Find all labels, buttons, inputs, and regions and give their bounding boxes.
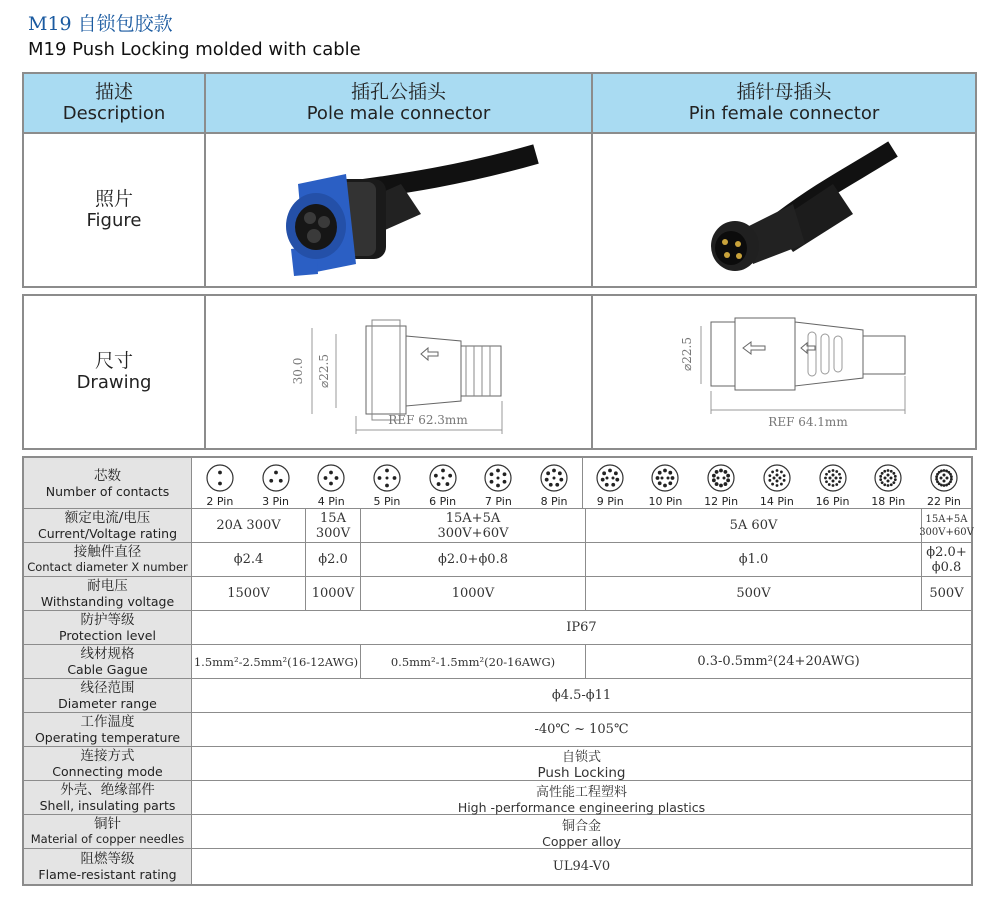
row-rating: 额定电流/电压 Current/Voltage rating 20A 300V 15A 300V 15A+5A 300V+60V 5A 60V 15A+5A 300V+60V	[24, 509, 971, 543]
row-temperature: 工作温度 Operating temperature -40℃ ~ 105℃	[24, 713, 971, 747]
pin-cell-8	[582, 458, 638, 508]
pin-count-label: 14 Pin	[759, 495, 794, 508]
figure-label: 照片 Figure	[86, 188, 142, 231]
pin-cell-7	[526, 458, 582, 508]
pin-diagram-icon	[372, 463, 402, 493]
header-description: 描述 Description	[24, 74, 204, 132]
female-drawing	[593, 296, 975, 448]
pin-count-label: 3 Pin	[262, 495, 289, 508]
drawing-table	[22, 294, 977, 450]
row-contacts: 芯数 Number of contacts 2 Pin 3 Pin 4 Pin 5 Pin 6 Pin 7 Pin 8 Pin 9 Pin 10 Pin 12 Pin 14 Pin 16 Pin 18 Pin 22 Pin	[24, 458, 971, 509]
male-dim-30: 30.0	[291, 357, 305, 385]
pin-diagram-icon	[316, 463, 346, 493]
rating-2-3pin: 20A 300V	[216, 518, 281, 533]
pin-cell-13	[860, 458, 916, 508]
rating-9-18pin: 5A 60V	[585, 509, 921, 542]
pin-count-label: 16 Pin	[815, 495, 850, 508]
pin-count-label: 9 Pin	[596, 495, 624, 508]
pin-count-label: 4 Pin	[317, 495, 345, 508]
female-connector-photo	[593, 134, 975, 286]
male-drawing	[206, 296, 591, 448]
pin-count-label: 2 Pin	[206, 495, 234, 508]
pin-diagram-icon	[929, 463, 959, 493]
pin-cell-10	[693, 458, 749, 508]
pin-diagram-icon	[261, 463, 291, 493]
row-connecting-mode: 连接方式 Connecting mode 自锁式 Push Locking	[24, 747, 971, 781]
female-ref: REF 64.1mm	[768, 415, 848, 429]
pin-cell-11	[749, 458, 805, 508]
pin-diagram-icon	[706, 463, 736, 493]
pin-diagram-icon	[539, 463, 569, 493]
male-ref: REF 62.3mm	[388, 413, 468, 427]
row-cable-gauge: 线材规格 Cable Gague 1.5mm²-2.5mm²(16-12AWG) 0.5mm²-1.5mm²(20-16AWG) 0.3-0.5mm²(24+20AWG)	[24, 645, 971, 679]
pin-diagram-icon	[428, 463, 458, 493]
row-withstanding-voltage: 耐电压 Withstanding voltage 1500V 1000V 1000V 500V 500V	[24, 577, 971, 611]
male-dim-22: ⌀22.5	[317, 354, 331, 388]
pin-cell-4	[359, 458, 415, 508]
pin-count-label: 22 Pin	[926, 495, 961, 508]
header-male: 插孔公插头 Pole male connector	[206, 74, 591, 132]
row-needles: 铜针 Material of copper needles 铜合金 Copper alloy	[24, 815, 971, 849]
pin-cell-6	[471, 458, 527, 508]
pin-diagram-icon	[762, 463, 792, 493]
pin-diagram-icon	[205, 463, 235, 493]
pin-diagram-icon	[818, 463, 848, 493]
pin-count-label: 5 Pin	[373, 495, 401, 508]
pin-cell-9	[638, 458, 694, 508]
pin-cell-1	[192, 458, 248, 508]
pin-count-label: 7 Pin	[484, 495, 512, 508]
pin-count-label: 6 Pin	[429, 495, 457, 508]
page-title-cn: M19 自锁包胶款	[28, 13, 173, 35]
pin-cell-2	[248, 458, 304, 508]
spec-table	[22, 456, 973, 886]
drawing-label: 尺寸 Drawing	[76, 350, 152, 393]
rating-22pin: 15A+5A 300V+60V	[921, 509, 971, 542]
pin-diagram-icon	[595, 463, 625, 493]
pin-cell-12	[805, 458, 861, 508]
pin-cell-3	[303, 458, 359, 508]
male-connector-photo	[206, 134, 591, 286]
pin-count-label: 10 Pin	[648, 495, 683, 508]
rating-5-8pin: 15A+5A 300V+60V	[360, 509, 585, 542]
row-diameter-range: 线径范围 Diameter range ϕ4.5-ϕ11	[24, 679, 971, 713]
row-protection: 防护等级 Protection level IP67	[24, 611, 971, 645]
row-shell: 外壳、绝缘部件 Shell, insulating parts 高性能工程塑料 High -performance engineering plastics	[24, 781, 971, 815]
female-dim-22: ⌀22.5	[680, 337, 694, 371]
row-contact-diameter: 接触件直径 Contact diameter X number ϕ2.4 ϕ2.0 ϕ2.0+ϕ0.8 ϕ1.0 ϕ2.0+ ϕ0.8	[24, 543, 971, 577]
pin-diagram-icon	[650, 463, 680, 493]
figure-table	[22, 72, 977, 288]
pin-count-label: 18 Pin	[871, 495, 906, 508]
pin-count-label: 12 Pin	[704, 495, 739, 508]
pin-diagram-icon	[483, 463, 513, 493]
pin-diagram-icon	[873, 463, 903, 493]
pin-cell-14	[916, 458, 972, 508]
pin-cell-5	[415, 458, 471, 508]
rating-4pin: 15A 300V	[305, 509, 360, 542]
pin-count-label: 8 Pin	[540, 495, 568, 508]
page-title-en: M19 Push Locking molded with cable	[28, 39, 361, 60]
row-flame: 阻燃等级 Flame-resistant rating UL94-V0	[24, 849, 971, 884]
header-female: 插针母插头 Pin female connector	[593, 74, 975, 132]
